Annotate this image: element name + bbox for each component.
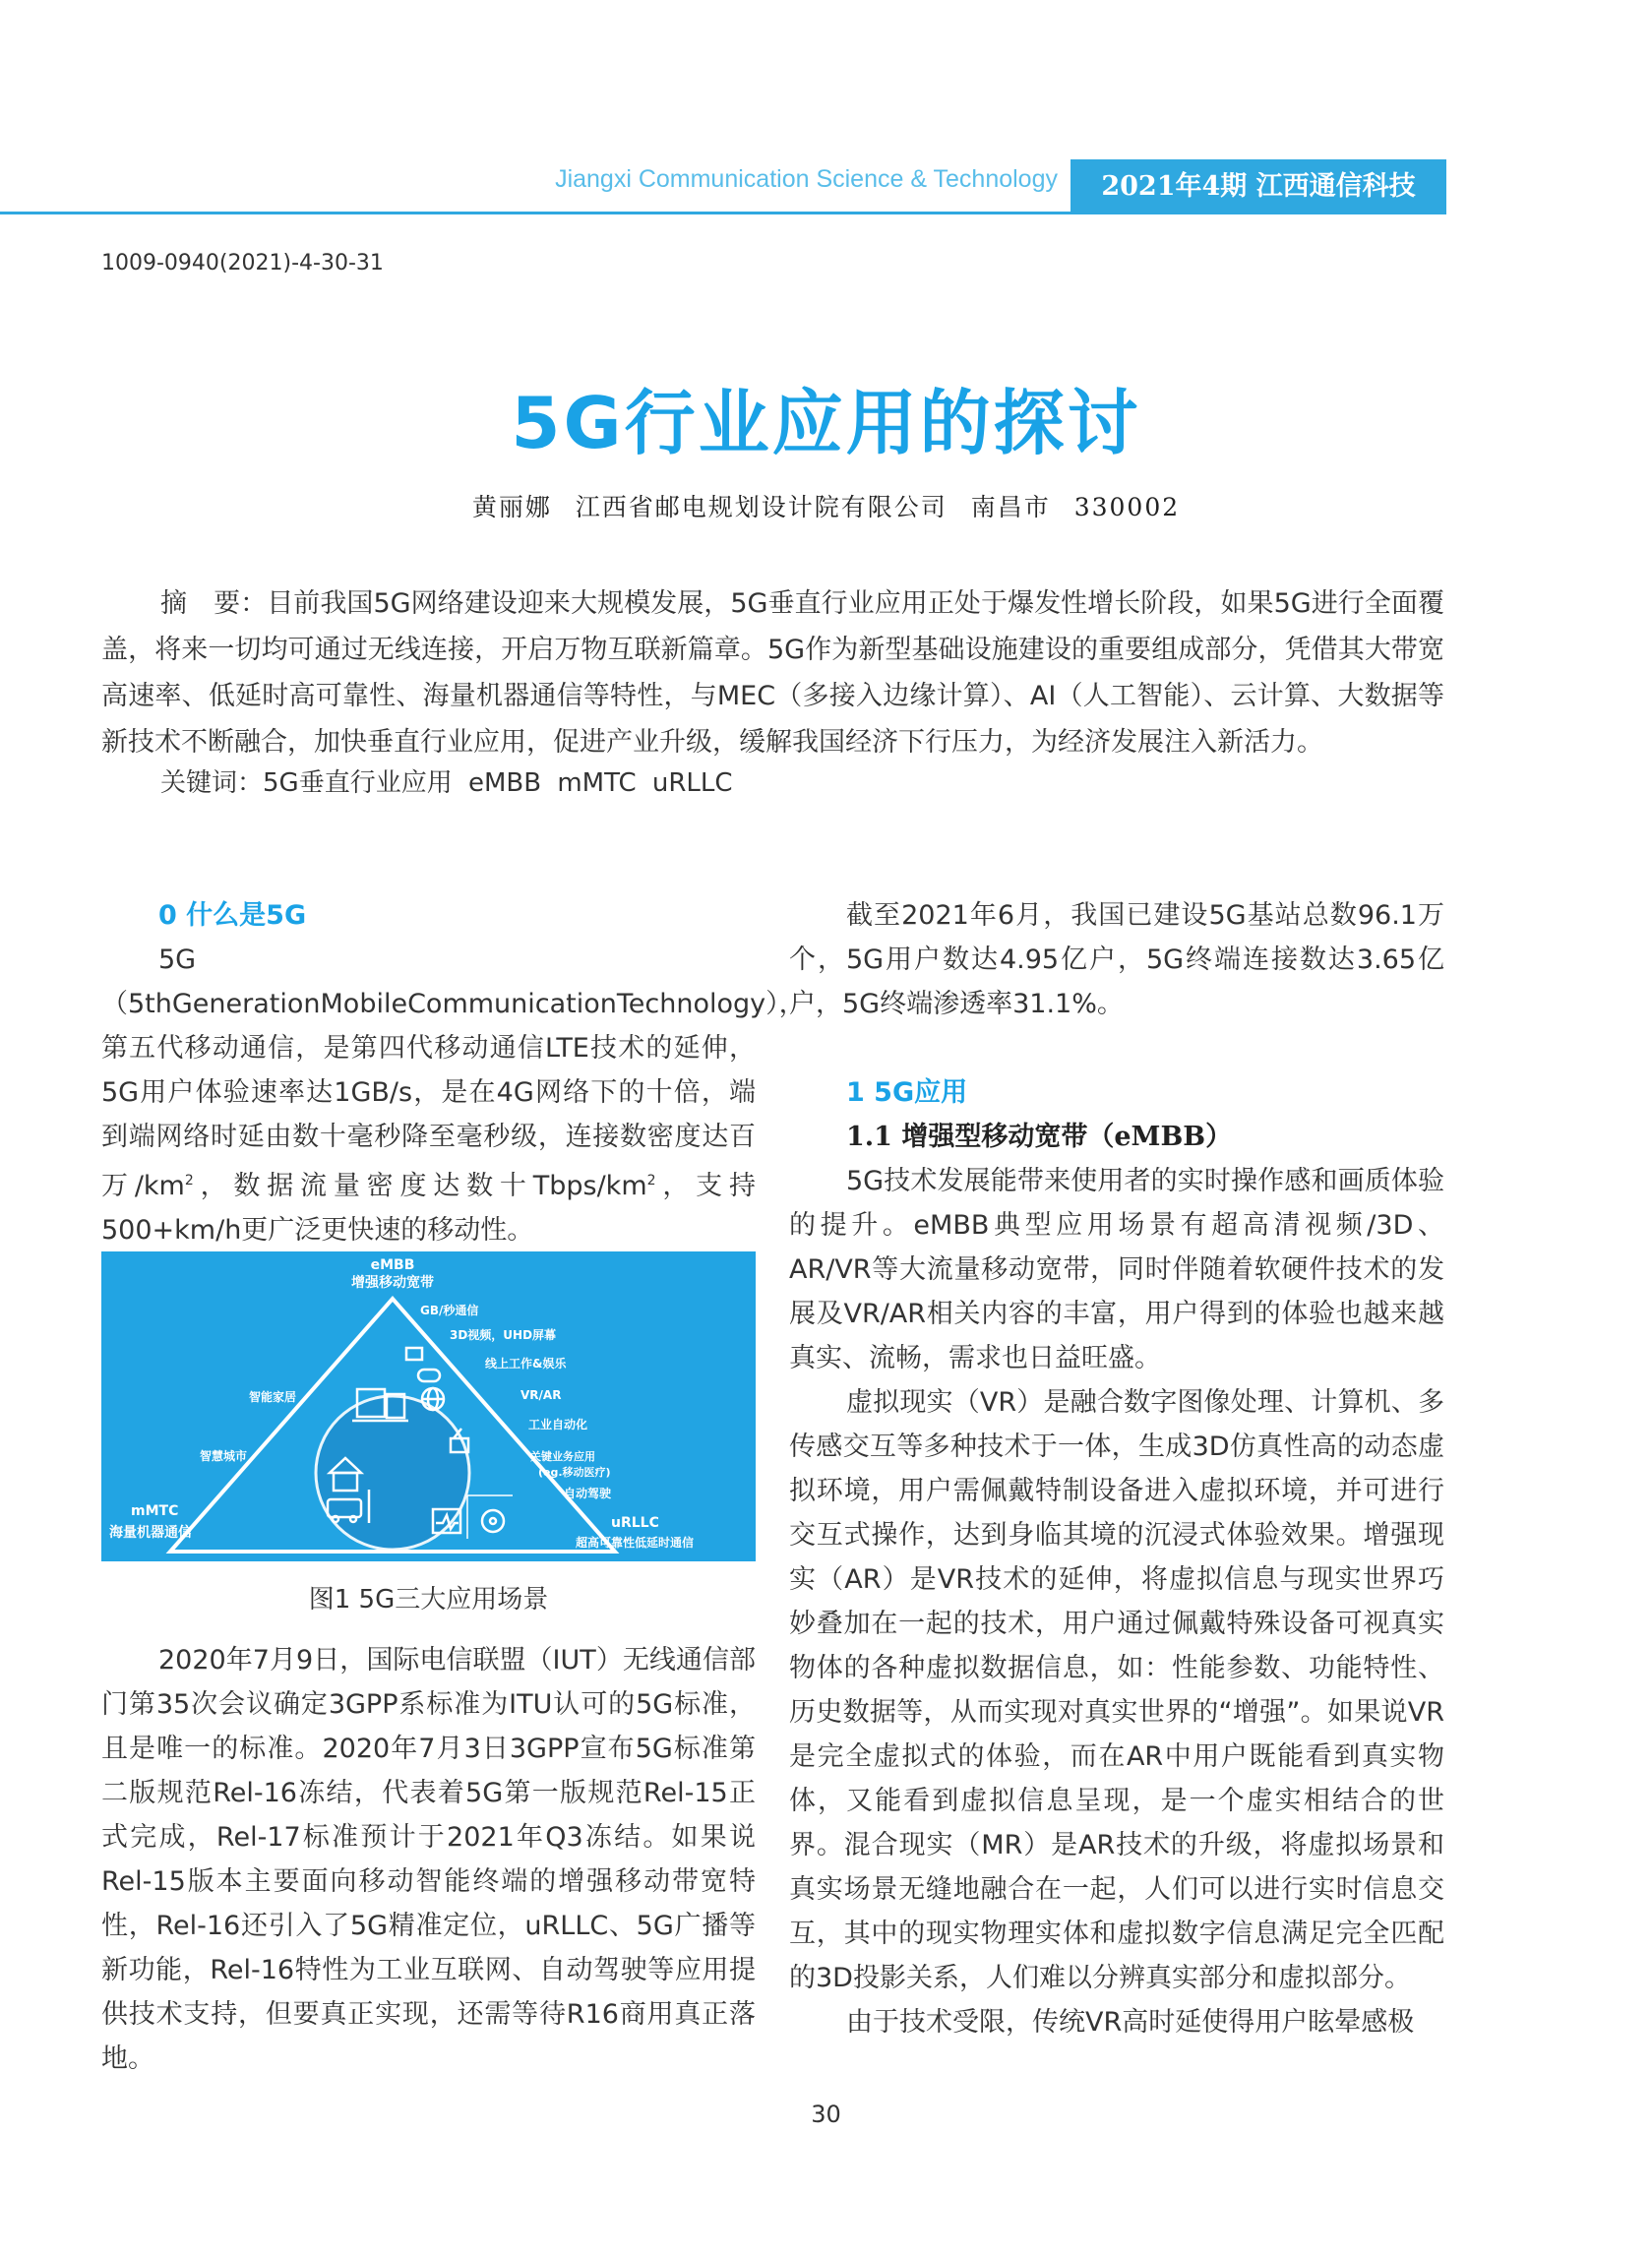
subsection-1-1-heading: 1.1 增强型移动宽带（eMBB） bbox=[846, 1122, 1233, 1152]
vrar-label: VR/AR bbox=[520, 1388, 562, 1402]
smartcity-label: 智慧城市 bbox=[200, 1449, 248, 1463]
document-id: 1009-0940(2021)-4-30-31 bbox=[101, 251, 384, 275]
embb-cn-label: 增强移动宽带 bbox=[351, 1275, 434, 1291]
urllc-label: uRLLC bbox=[611, 1515, 659, 1531]
embb-paragraph: 5G技术发展能带来使用者的实时操作感和画质体验的提升。eMBB典型应用场景有超高清视频/3D、AR/VR等大流量移动宽带，同时伴随着软硬件技术的发展及VR/AR相关内容的丰富，用户得到的体验也越来越真实、流畅，需求也日益旺盛。 bbox=[789, 1166, 1444, 1373]
stats-paragraph: 截至2021年6月，我国已建设5G基站总数96.1万个，5G用户数达4.95亿户，5G终端连接数达3.65亿户，5G终端渗透率31.1%。 bbox=[789, 900, 1444, 1019]
article-title: 5G行业应用的探讨 bbox=[511, 382, 1141, 464]
keywords: 关键词：5G垂直行业应用 eMBB mMTC uRLLC bbox=[160, 768, 733, 798]
industry-label: 工业自动化 bbox=[528, 1418, 588, 1432]
smarthome-label: 智能家居 bbox=[249, 1390, 297, 1404]
critical-sub-label: (eg.移动医疗) bbox=[538, 1466, 611, 1479]
page-number: 30 bbox=[811, 2101, 841, 2128]
standards-paragraph: 2020年7月9日，国际电信联盟（IUT）无线通信部门第35次会议确定3GPP系标准为ITU认可的5G标准，且是唯一的标准。2020年7月3日3GPP宣布5G标准第二版规范Rel-16冻结，代表着5G第一版规范Rel-15正式完成，Rel-17标准预计于2021年Q3冻结。如果说Rel-15版本主要面向移动智能终端的增强移动带宽特性，Rel-16还引入了5G精准定位，uRLLC、5G广播等新功能，Rel-16特性为工业互联网、自动驾驶等应用提供技术支持，但要真正实现，还需等待R16商用真正落地。 bbox=[101, 1645, 756, 2074]
right-column bbox=[789, 893, 1444, 2044]
issue-label: 2021年4期 江西通信科技 bbox=[1071, 159, 1446, 214]
figure-caption: 图1 5G三大应用场景 bbox=[308, 1585, 549, 1615]
left-column-top bbox=[101, 893, 806, 1252]
section-0-heading: 0 什么是5G bbox=[158, 900, 307, 931]
mmtc-label: mMTC bbox=[131, 1503, 179, 1519]
3d-label: 3D视频，UHD屏幕 bbox=[450, 1328, 557, 1342]
urllc-cn-label: 超高可靠性低延时通信 bbox=[576, 1536, 695, 1550]
abstract: 摘 要：目前我国5G网络建设迎来大规模发展，5G垂直行业应用正处于爆发性增长阶段，如果5G进行全面覆盖，将来一切均可通过无线连接，开启万物互联新篇章。5G作为新型基础设施建设的重要组成部分，凭借其大带宽高速率、低延时高可靠性、海量机器通信等特性，与MEC（多接入边缘计算）、AI（人工智能）、云计算、大数据等新技术不断融合，加快垂直行业应用，促进产业升级，缓解我国经济下行压力，为经济发展注入新活力。 bbox=[101, 588, 1444, 758]
latency-paragraph: 由于技术受限，传统VR高时延使得用户眩晕感极 bbox=[846, 2007, 1415, 2038]
gamepad-icon bbox=[418, 1370, 440, 1381]
vr-ar-mr-paragraph: 虚拟现实（VR）是融合数字图像处理、计算机、多传感交互等多种技术于一体，生成3D仿真性高的动态虚拟环境，用户需佩戴特制设备进入虚拟环境，并可进行交互式操作，达到身临其境的沉浸式体验效果。增强现实（AR）是VR技术的延伸，将虚拟信息与现实世界巧妙叠加在一起的技术，用户通过佩戴特殊设备可视真实物体的各种虚拟数据信息，如：性能参数、功能特性、历史数据等，从而实现对真实世界的“增强”。如果说VR是完全虚拟式的体验，而在AR中用户既能看到真实物体，又能看到虚拟信息呈现，是一个虚实相结合的世界。混合现实（MR）是AR技术的升级，将虚拟场景和真实场景无缝地融合在一起，人们可以进行实时信息交互，其中的现实物理实体和虚拟数字信息满足完全匹配的3D投影关系，人们难以分辨真实部分和虚拟部分。 bbox=[789, 1387, 1444, 1993]
steering-wheel-icon bbox=[482, 1510, 504, 1532]
author-line: 黄丽娜 江西省邮电规划设计院有限公司 南昌市 330002 bbox=[471, 493, 1181, 521]
section-1-heading: 1 5G应用 bbox=[846, 1077, 968, 1108]
mmtc-cn-label: 海量机器通信 bbox=[109, 1525, 192, 1541]
critical-label: 关键业务应用 bbox=[530, 1450, 595, 1463]
video-icon bbox=[406, 1348, 422, 1360]
left-column-bottom bbox=[101, 1638, 756, 2081]
section-0-paragraph: 5G（5thGenerationMobileCommunicationTechnology），第五代移动通信，是第四代移动通信LTE技术的延伸，5G用户体验速率达1GB/s，是在4G网络下的十倍，端到端网络时延由数十毫秒降至毫秒级，连接数密度达百万$/km^2$，数据流量密度达数十Tbps/$km^2$，支持500+km/h更广泛更快速的移动性。 bbox=[101, 945, 806, 1246]
gb-label: GB/秒通信 bbox=[420, 1304, 479, 1317]
figure-5g-scenarios bbox=[101, 1251, 756, 1561]
autodrive-label: 自动驾驶 bbox=[564, 1487, 612, 1500]
online-label: 线上工作&娱乐 bbox=[485, 1357, 567, 1371]
embb-label: eMBB bbox=[370, 1257, 415, 1273]
journal-english-name: Jiangxi Communication Science & Technology bbox=[555, 165, 1058, 193]
